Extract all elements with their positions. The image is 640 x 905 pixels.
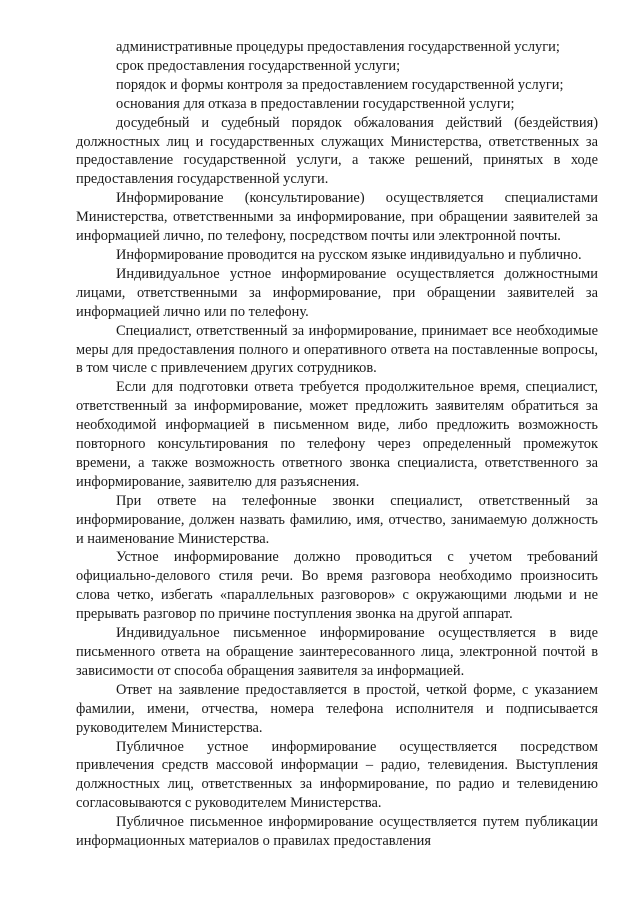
paragraph-consulting: Информирование (консультирование) осуществляется специалистами Министерства, ответственными за информирование, при обращении заявителей за информацией лично, по телефону, посредством почты или электронной почты.: [76, 190, 598, 245]
paragraph-answer-form: Ответ на заявление предоставляется в простой, четкой форме, с указанием фамилии, имени, отчества, номера телефона исполнителя и подписывается руководителем Министерства.: [76, 681, 598, 736]
paragraph-public-written: Публичное письменное информирование осуществляется путем публикации информационных материалов о правилах предоставления: [76, 814, 598, 850]
list-item-refusal-grounds: основания для отказа в предоставлении государственной услуги;: [116, 95, 515, 112]
document-body: [76, 38, 598, 851]
paragraph-speech-style: Устное информирование должно проводиться с учетом требований официально-делового стиля речи. Во время разговора необходимо произносить слова четко, избегать «параллельных разговоров» с окружающими людьми и не прерывать разговор по причине поступления звонка на другой аппарат.: [76, 549, 598, 623]
paragraph-long-answer: Если для подготовки ответа требуется продолжительное время, специалист, ответственный за информирование, может предложить заявителям обратиться за необходимой информацией в письменном виде, либо предложить возможность повторного консультирования по телефону через определенный промежуток времени, а также возможность ответного звонка специалиста, ответственного за информирование, заявителю для разъяснения.: [76, 379, 598, 490]
paragraph-public-oral: Публичное устное информирование осуществляется посредством привлечения средств массовой информации – радио, телевидения. Выступления должностных лиц, ответственных за информирование, по радио и телевидению согласовываются с руководителем Министерства.: [76, 738, 598, 812]
paragraph-individual-written: Индивидуальное письменное информирование осуществляется в виде письменного ответа на обращение заинтересованного лица, электронной почтой в зависимости от способа обращения заявителя за информацией.: [76, 625, 598, 679]
list-item-control-forms: порядок и формы контроля за предоставлением государственной услуги;: [116, 76, 564, 93]
paragraph-individual-oral: Индивидуальное устное информирование осуществляется должностными лицами, ответственными за информирование, при обращении заявителей за информацией лично или по телефону.: [76, 265, 598, 320]
paragraph-language: Информирование проводится на русском языке индивидуально и публично.: [116, 246, 582, 263]
list-item-appeal-procedure: досудебный и судебный порядок обжалования действий (бездействия) должностных лиц и государственных служащих Министерства, ответственных за предоставление государственной услуги, а также решений, принятых в ходе предоставления государственной услуги.: [76, 114, 598, 188]
paragraph-specialist-measures: Специалист, ответственный за информирование, принимает все необходимые меры для предоставления полного и оперативного ответа на поставленные вопросы, в том числе с привлечением других сотрудников.: [76, 322, 598, 377]
list-item-service-term: срок предоставления государственной услуги;: [116, 57, 401, 74]
list-item-admin-procedures: административные процедуры предоставления государственной услуги;: [116, 39, 560, 55]
paragraph-phone-calls: При ответе на телефонные звонки специалист, ответственный за информирование, должен назвать фамилию, имя, отчество, занимаемую должность и наименование Министерства.: [76, 492, 598, 547]
